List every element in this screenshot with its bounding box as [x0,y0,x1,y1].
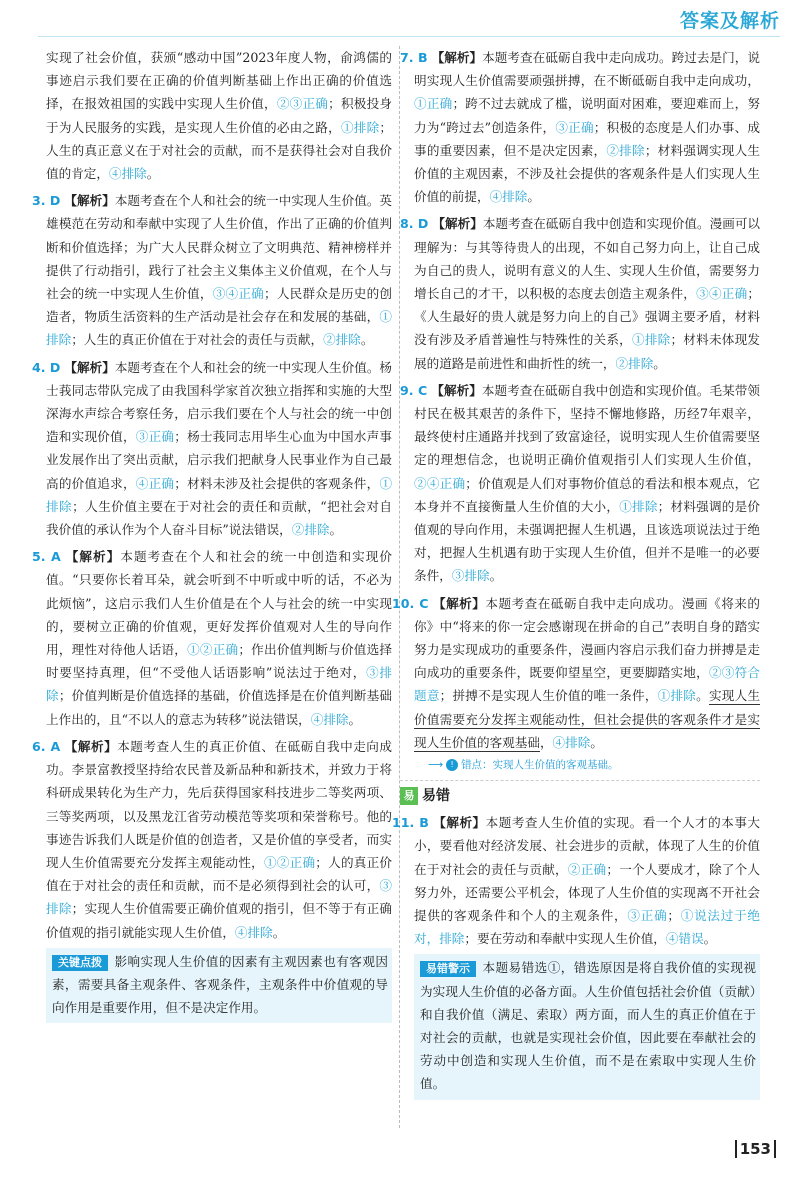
question-11 [392,811,761,950]
text: ；作出价值判断与价值选择时要坚持真理，但“不受他人话语影响”说法过于绝对， [46,642,393,681]
answer-mark: ④排除 [108,166,147,182]
text: ；材料强调实现人生价值的主观因素，不涉及社会提供的客观条件是人们实现人生价值的前提， [414,142,761,205]
text: ；要在劳动和奉献中实现人生价值， [464,931,666,947]
key-tip-text: 影响实现人生价值的因素有主观因素也有客观因素，需要具备主观条件、客观条件，主观条件中价值观的导向作用是重要作用，但不是决定作用。 [52,953,388,1016]
text: ；材料未涉及社会提供的客观条件， [174,475,380,491]
column-divider [399,46,400,1128]
mistake-warning-box [414,954,760,1099]
text: ；积极的态度是人们办事、成事的重要因素，但不是决定因素， [414,119,761,158]
answer-mark: ④排除 [310,711,349,727]
text: 。 [527,189,540,205]
text: 本题考查在砥砺自我中创造和实现价值。漫画可以理解为：与其等待贵人的出现，不如自己努力向上，让自己成为自己的贵人，说明有意义的人生、实现人生价值，需要努力增长自己的才干，以积极的态度去创造主观条件， [414,216,761,302]
answer-mark: ③排除 [451,568,490,584]
answer-mark: ③排除 [46,878,392,917]
note-text: 错点：实现人生价值的客观基础。 [461,759,619,772]
answer-mark: ②③符合题意 [414,665,761,704]
question-6 [32,735,393,944]
error-point-note [428,756,760,774]
text: ；人生的真正价值在于对社会的责任与贡献， [71,332,324,348]
text: 。 [146,166,160,182]
text: 。 [329,522,343,538]
mistake-warning-text: 本题易错选①，错选原因是将自我价值的实现视为实现人生价值的必备方面。人生价值包括社会价值（贡献）和自我价值（满足、索取）两方面，而人生的真正价值在于对社会的贡献，也就是实现社会价值，因此要在奉献社会的劳动中创造和实现人生价值，而不是在索取中实现人生价值。 [420,960,756,1092]
question-number: 6. A [32,738,61,754]
text: 。 [653,355,666,371]
answer-mark: ②排除 [615,355,654,371]
text: ；价值判断是价值选择的基础，价值选择是在价值判断基础上作出的，且“不以人的意志为转移”说法错误， [46,688,393,727]
text: 实现了社会价值，获颁“感动中国”2023年度人物，俞鸿儒的事迹启示我们要在正确的价值判断基础上作出正确的价值选择，在报效祖国的实践中实现人生价值， [46,50,392,112]
answer-mark: ①正确 [414,96,453,112]
analysis-tag: 【解析】 [432,595,486,611]
answer-mark: ③正确 [627,907,668,923]
text: 。 [590,734,603,750]
text: 。 [348,711,362,727]
text: 本题考查在砥砺自我中创造和实现价值。毛某带领村民在极其艰苦的条件下，坚持不懈地修路，历经7年艰辛，最终使村庄通路并找到了致富途径，说明实现人生价值需要坚定的理想信念，也说明正确价值观指引人们实现人生价值， [414,382,760,468]
answer-mark: ④错误 [665,931,704,947]
analysis-tag: 【解析】 [431,382,482,398]
question-5 [32,545,393,731]
answer-mark: ①排除 [619,498,658,514]
text: ；积极投身于为人民服务的实践，是实现人生价值的必由之路， [46,96,393,135]
question-number: 10. C [392,595,429,611]
answer-mark: ①排除 [657,688,697,704]
question-number: 4. D [32,359,61,375]
question-4 [32,356,393,542]
text: 本题考查在砥砺自我中走向成功。漫画《将来的你》中“将来的你一定会感谢现在拼命的自己”表明自身的踏实努力是实现成功的重要条件，漫画内容启示我们奋力拼搏是走向成功的重要条件，既要仰望星空，更要脚踏实地， [414,595,760,681]
answer-mark: ④排除 [489,189,528,205]
question-number: 11. B [392,815,429,831]
text: 。 [703,931,717,947]
question-9 [400,379,761,588]
intro-paragraph [46,46,392,185]
text: ；《人生最好的贵人就是努力向上的自己》强调主要矛盾，材料没有涉及矛盾普遍性与特殊性的关系， [414,286,761,348]
answer-mark: ②③正确 [276,96,329,112]
key-tip-box [46,948,392,1024]
analysis-tag: 【解析】 [433,815,486,831]
text: 本题考查在个人和社会的统一中实现人生价值。杨士莪同志带队完成了由我国科学家首次独立指挥和实施的大型深海水声综合考察任务，启示我们要在个人与社会的统一中创造和实现价值， [46,359,393,445]
answer-mark: ②排除 [323,332,361,348]
underlined-text: 实现人生价值需要充分发挥主观能动性，但社会提供的客观条件才是实现人生价值的客观基础 [414,688,761,750]
analysis-tag: 【解析】 [65,549,121,565]
answer-mark: ④正确 [135,475,175,491]
answer-mark: ③④正确 [696,286,748,302]
text: ；人生的真正意义在于对社会的贡献，而不是获得社会对自我价值的肯定， [46,119,393,182]
answer-mark: ②④正确 [414,475,466,491]
question-8 [400,212,761,374]
text: 本题考查在砥砺自我中走向成功。跨过去是门，说明实现人生价值需要顽强拼搏，在不断砥砺自我中走向成功， [414,50,761,89]
text: ；人生价值主要在于对社会的责任和贡献，“把社会对自我价值的承认作为个人奋斗目标”说法错误， [46,498,392,538]
text: ； [667,907,680,923]
text: ；实现人生价值需要正确价值观的指引，但不等于有正确价值观的指引就能实现人生价值， [46,901,393,940]
warning-icon: ! [446,759,458,771]
analysis-tag: 【解析】 [431,50,483,65]
section-icon: 易 [400,787,418,805]
text: ；人的真正价值在于对社会的责任和贡献，而不是必须得到社会的认可， [46,854,393,894]
answer-mark: ③④正确 [212,286,264,302]
question-number: 3. D [32,193,61,209]
text: ；价值观是人们对事物价值总的看法和根本观点，它本身并不直接衡量人生价值的大小， [414,475,761,514]
header-title: 答案及解析 [679,10,780,32]
answer-mark: ①②正确 [264,854,316,870]
answer-mark: ①排除 [46,475,393,514]
text: 本题考查人生的真正价值、在砥砺自我中走向成功。李景富教授坚持给农民普及新品种和新技术，并致力于将科研成果转化为生产力，先后获得国家科技进步二等奖两项、三等奖两项，以及黑龙江省劳动模范等奖项和荣誉称号。他的事迹告诉我们人既是价值的创造者，又是价值的享受者，而实现人生价值需要充分发挥主观能动性， [46,738,393,870]
answer-mark: ④排除 [552,734,591,750]
analysis-tag: 【解析】 [432,216,483,232]
arrow-icon: ⟶ [428,759,444,772]
text: 本题考查在个人和社会的统一中实现人生价值。英雄模范在劳动和奉献中实现了人生价值，作出了正确的价值判断和价值选择；为广大人民群众树立了文明典范、精神榜样并提供了行动指引，践行了社会主义集体主义价值观，在个人与社会的统一中实现人生价值， [46,193,393,302]
text: ；杨士莪同志用毕生心血为中国水声事业发展作出了突出贡献，启示我们把献身人民事业作为自己最高的价值追求， [46,429,393,491]
right-column [392,46,761,1100]
question-number: 9. C [400,382,428,398]
answer-mark: ③排除 [46,665,392,704]
text: 。 [696,688,709,704]
text: ；材料强调的是价值观的导向作用，未强调把握人生机遇，且该选项说法过于绝对，把握人生机遇有助于实现人生价值，但并不是唯一的必要条件， [414,498,761,584]
text: 。 [272,924,286,940]
left-column [32,46,393,1023]
mistake-warning-badge: 易错警示 [420,961,476,977]
answer-mark: ①排除 [340,119,380,135]
key-tip-badge: 关键点拨 [52,955,108,971]
page-number: 153 [735,1140,776,1158]
answer-mark: ①排除 [46,309,392,348]
text: 。 [489,568,503,584]
answer-mark: ④排除 [234,924,273,940]
text: 本题考查在个人和社会的统一中创造和实现价值。“只要你长着耳朵，就会听到不中听或中听的话，不必为此烦恼”，这启示我们人生价值是在个人与社会的统一中实现的，要树立正确的价值观，更好发挥价值观对人生的导向作用，理性对待他人话语， [46,549,392,658]
section-title: 易错 [422,788,450,805]
question-number: 5. A [32,549,61,565]
text: ；材料未体现发展的道路是前进性和曲折性的统一， [414,332,761,371]
text: 。 [360,332,374,348]
section-heading-mistakes [400,780,760,807]
answer-mark: ①排除 [632,332,671,348]
question-number: 8. D [400,216,429,232]
answer-mark: ③正确 [135,429,175,445]
text: ；人民群众是历史的创造者，物质生活资料的生产活动是社会存在和发展的基础， [46,286,393,325]
text: 本题考查人生价值的实现。看一个人才的本事大小，要看他对经济发展、社会进步的贡献，体现了人生的价值在于对社会的责任与贡献， [414,815,761,877]
text: ；跨不过去就成了槛，说明面对困难，要迎难而上，努力为“跨过去”创造条件， [414,96,761,135]
answer-mark: ②排除 [606,142,645,158]
analysis-tag: 【解析】 [64,738,118,754]
question-10 [392,592,761,774]
question-3 [32,189,393,351]
analysis-tag: 【解析】 [64,193,115,209]
text: ；一个人要成才，除了个人努力外，还需要公平机会，体现了人生价值的实现离不开社会提供的客观条件和个人的主观条件， [414,861,761,923]
answer-mark: ②排除 [291,522,330,538]
answer-mark: ③正确 [555,119,594,135]
question-7 [400,46,761,208]
analysis-tag: 【解析】 [64,359,115,375]
answer-mark: ①说法过于绝对，排除 [414,907,761,947]
text: ；拼搏不是实现人生价值的唯一条件， [439,688,658,704]
text: ， [539,734,553,750]
answer-mark: ②正确 [567,861,607,877]
answer-mark: ①②正确 [187,642,239,658]
header-rule [38,36,780,37]
question-number: 7. B [400,50,428,65]
